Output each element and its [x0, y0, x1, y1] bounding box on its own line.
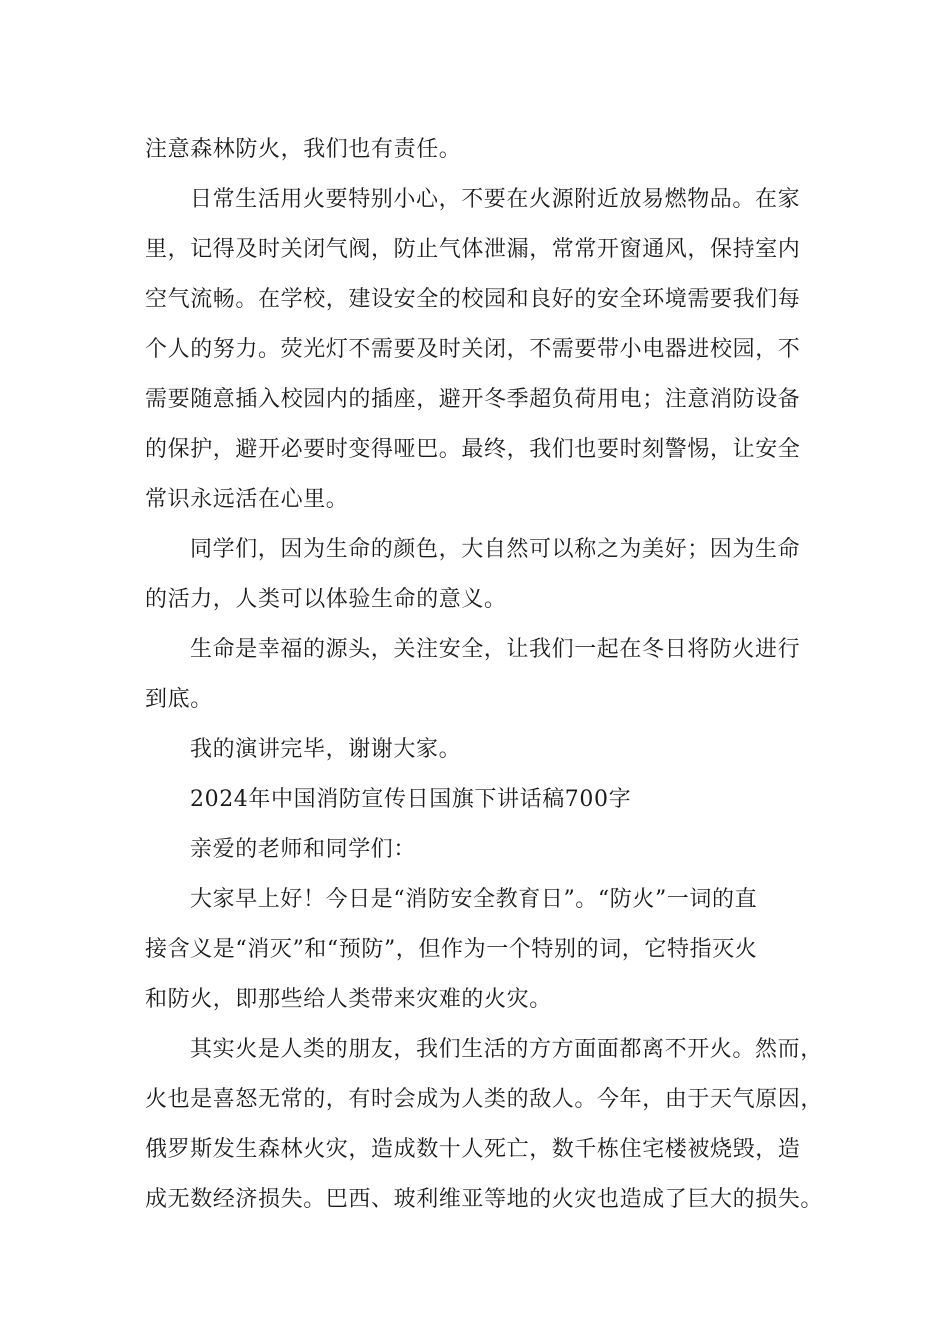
- text-line: 空气流畅。在学校，建设安全的校园和良好的安全环境需要我们每: [145, 287, 801, 312]
- text-line: 同学们，因为生命的颜色，大自然可以称之为美好；因为生命: [190, 537, 801, 562]
- text-line: 需要随意插入校园内的插座，避开冬季超负荷用电；注意消防设备: [145, 387, 801, 412]
- text-line: 的活力，人类可以体验生命的意义。: [145, 587, 507, 612]
- text-line: 成无数经济损失。巴西、玻利维亚等地的火灾也造成了巨大的损失。: [145, 1187, 824, 1212]
- text-line: 火也是喜怒无常的，有时会成为人类的敌人。今年，由于天气原因，: [145, 1087, 824, 1112]
- text-line: 其实火是人类的朋友，我们生活的方方面面都离不开火。然而，: [190, 1037, 823, 1062]
- text-line: 大家早上好！今日是“消防安全教育日”。“防火”一词的直: [190, 887, 758, 912]
- text-line: 和防火，即那些给人类带来灾难的火灾。: [145, 987, 552, 1012]
- text-line: 常识永远活在心里。: [145, 487, 349, 512]
- text-line: 日常生活用火要特别小心，不要在火源附近放易燃物品。在家: [190, 187, 801, 212]
- text-line: 到底。: [145, 687, 213, 712]
- text-line: 的保护，避开必要时变得哑巴。最终，我们也要时刻警惕，让安全: [145, 437, 801, 462]
- section-title: 2024年中国消防宣传日国旗下讲话稿700字: [190, 787, 632, 812]
- text-line: 接含义是“消灭”和“预防”，但作为一个特别的词，它特指灭火: [145, 937, 758, 962]
- text-line: 俄罗斯发生森林火灾，造成数十人死亡，数千栋住宅楼被烧毁，造: [145, 1137, 801, 1162]
- text-line: 生命是幸福的源头，关注安全，让我们一起在冬日将防火进行: [190, 637, 801, 662]
- text-line: 里，记得及时关闭气阀，防止气体泄漏，常常开窗通风，保持室内: [145, 237, 801, 262]
- salutation: 亲爱的老师和同学们：: [190, 837, 417, 862]
- text-line: 注意森林防火，我们也有责任。: [145, 137, 462, 162]
- text-line: 个人的努力。荧光灯不需要及时关闭，不需要带小电器进校园，不: [145, 337, 801, 362]
- text-line: 我的演讲完毕，谢谢大家。: [190, 737, 462, 762]
